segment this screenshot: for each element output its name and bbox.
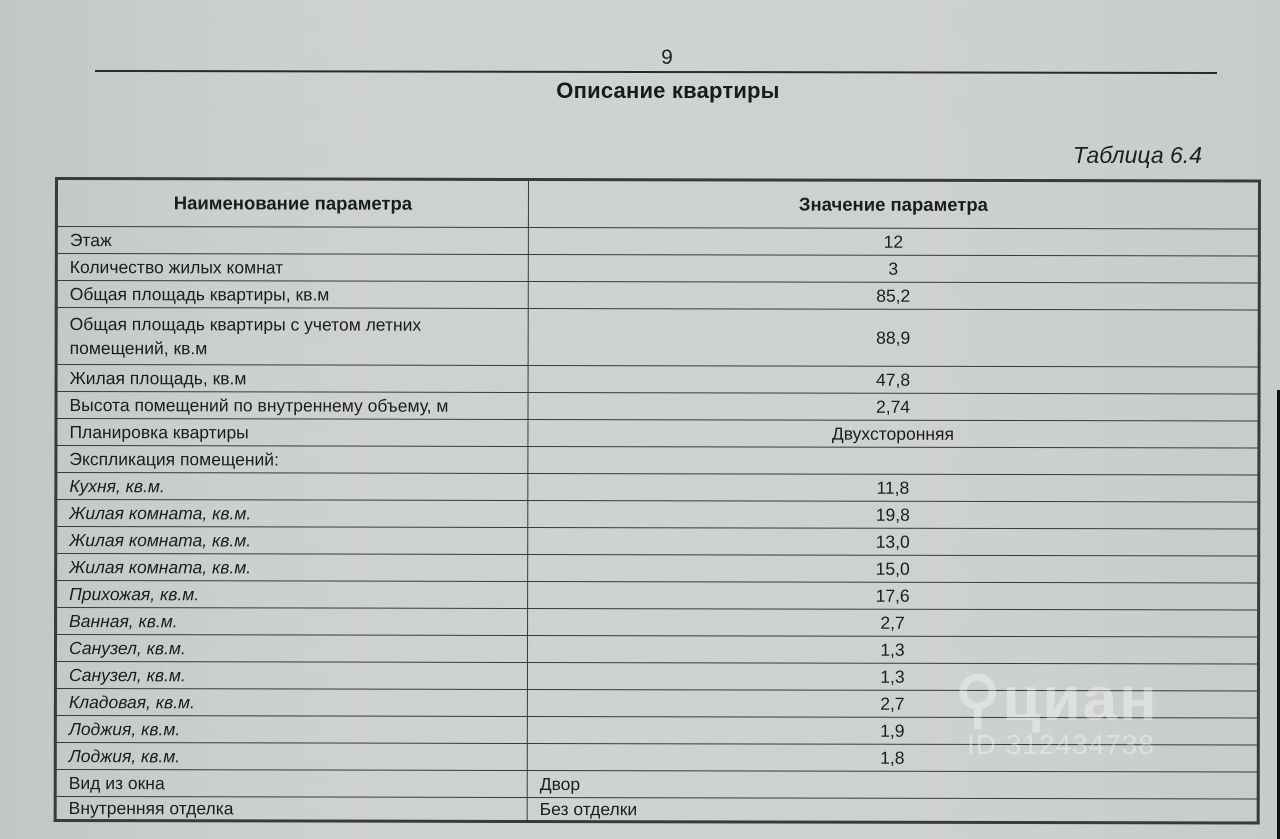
room-label: Жилая комната, кв.м. [56,554,528,582]
room-area: 11,8 [528,473,1259,502]
row-value: Двухсторонняя [528,419,1259,448]
header-parameter-value: Значение параметра [528,179,1259,229]
room-label: Ванная, кв.м. [56,608,528,636]
explication-row [56,473,1259,503]
explication-row [56,554,1259,584]
explication-row [55,689,1258,719]
room-label: Прихожая, кв.м. [56,581,528,609]
room-label: Лоджия, кв.м. [55,743,527,771]
header-parameter-name: Наименование параметра [56,179,528,228]
room-label: Санузел, кв.м. [55,662,527,690]
table-caption: Таблица 6.4 [1072,142,1202,168]
table-row [56,365,1259,395]
explication-row [56,527,1259,557]
room-label: Жилая комната, кв.м. [56,500,528,528]
explication-row [55,716,1258,746]
row-label: Экспликация помещений: [56,446,528,474]
room-area: 19,8 [528,500,1259,529]
table-row [56,281,1259,311]
table-row [56,308,1259,368]
header-rule [95,70,1217,74]
table-row [56,227,1259,257]
room-area: 2,7 [528,608,1259,637]
table-header-row [56,179,1259,230]
room-area: 1,3 [527,635,1258,664]
row-label: Общая площадь квартиры с учетом летних помещений, кв.м [56,308,528,366]
room-area: 1,9 [527,716,1258,745]
row-label: Вид из окна [55,770,527,798]
room-area: 17,6 [528,581,1259,610]
row-label: Жилая площадь, кв.м [56,365,528,393]
room-area: 13,0 [528,527,1259,556]
explication-row [55,635,1258,665]
row-label: Этаж [56,227,528,255]
row-label: Внутренняя отделка [55,797,527,822]
room-label: Санузел, кв.м. [55,635,527,663]
table-row [55,770,1258,800]
explication-row [56,581,1259,611]
row-value: 85,2 [528,281,1259,310]
page-number: 9 [661,46,673,69]
room-label: Лоджия, кв.м. [55,716,527,744]
table-row [56,419,1259,449]
row-label: Общая площадь квартиры, кв.м [56,281,528,309]
explication-row [56,608,1259,638]
room-area: 2,7 [527,689,1258,718]
table-row [55,797,1258,824]
watermark-id: ID 312434738 [967,729,1155,760]
explication-row [55,662,1258,692]
row-value [528,446,1259,475]
row-value: 47,8 [528,365,1259,394]
table-row [56,254,1259,284]
row-value: 2,74 [528,392,1259,421]
row-value: 12 [528,227,1259,256]
watermark-brand: ⚲циан [955,665,1159,734]
room-area: 1,8 [527,743,1258,772]
page-title: Описание квартиры [556,78,780,103]
explication-row [55,743,1258,773]
room-label: Кухня, кв.м. [56,473,528,501]
table-row-explication-heading [56,446,1259,476]
row-value: Без отделки [527,797,1258,823]
apartment-description-table [54,177,1258,825]
row-label: Планировка квартиры [56,419,528,447]
row-value: Двор [527,770,1258,799]
table-row [56,392,1259,422]
room-label: Жилая комната, кв.м. [56,527,528,555]
location-pin-icon: ⚲ [955,665,1003,734]
row-value: 88,9 [528,308,1259,367]
row-label: Количество жилых комнат [56,254,528,282]
row-label: Высота помещений по внутреннему объему, м [56,392,528,420]
room-area: 1,3 [527,662,1258,691]
room-area: 15,0 [528,554,1259,583]
row-value: 3 [528,254,1259,283]
explication-row [56,500,1259,530]
room-label: Кладовая, кв.м. [55,689,527,717]
